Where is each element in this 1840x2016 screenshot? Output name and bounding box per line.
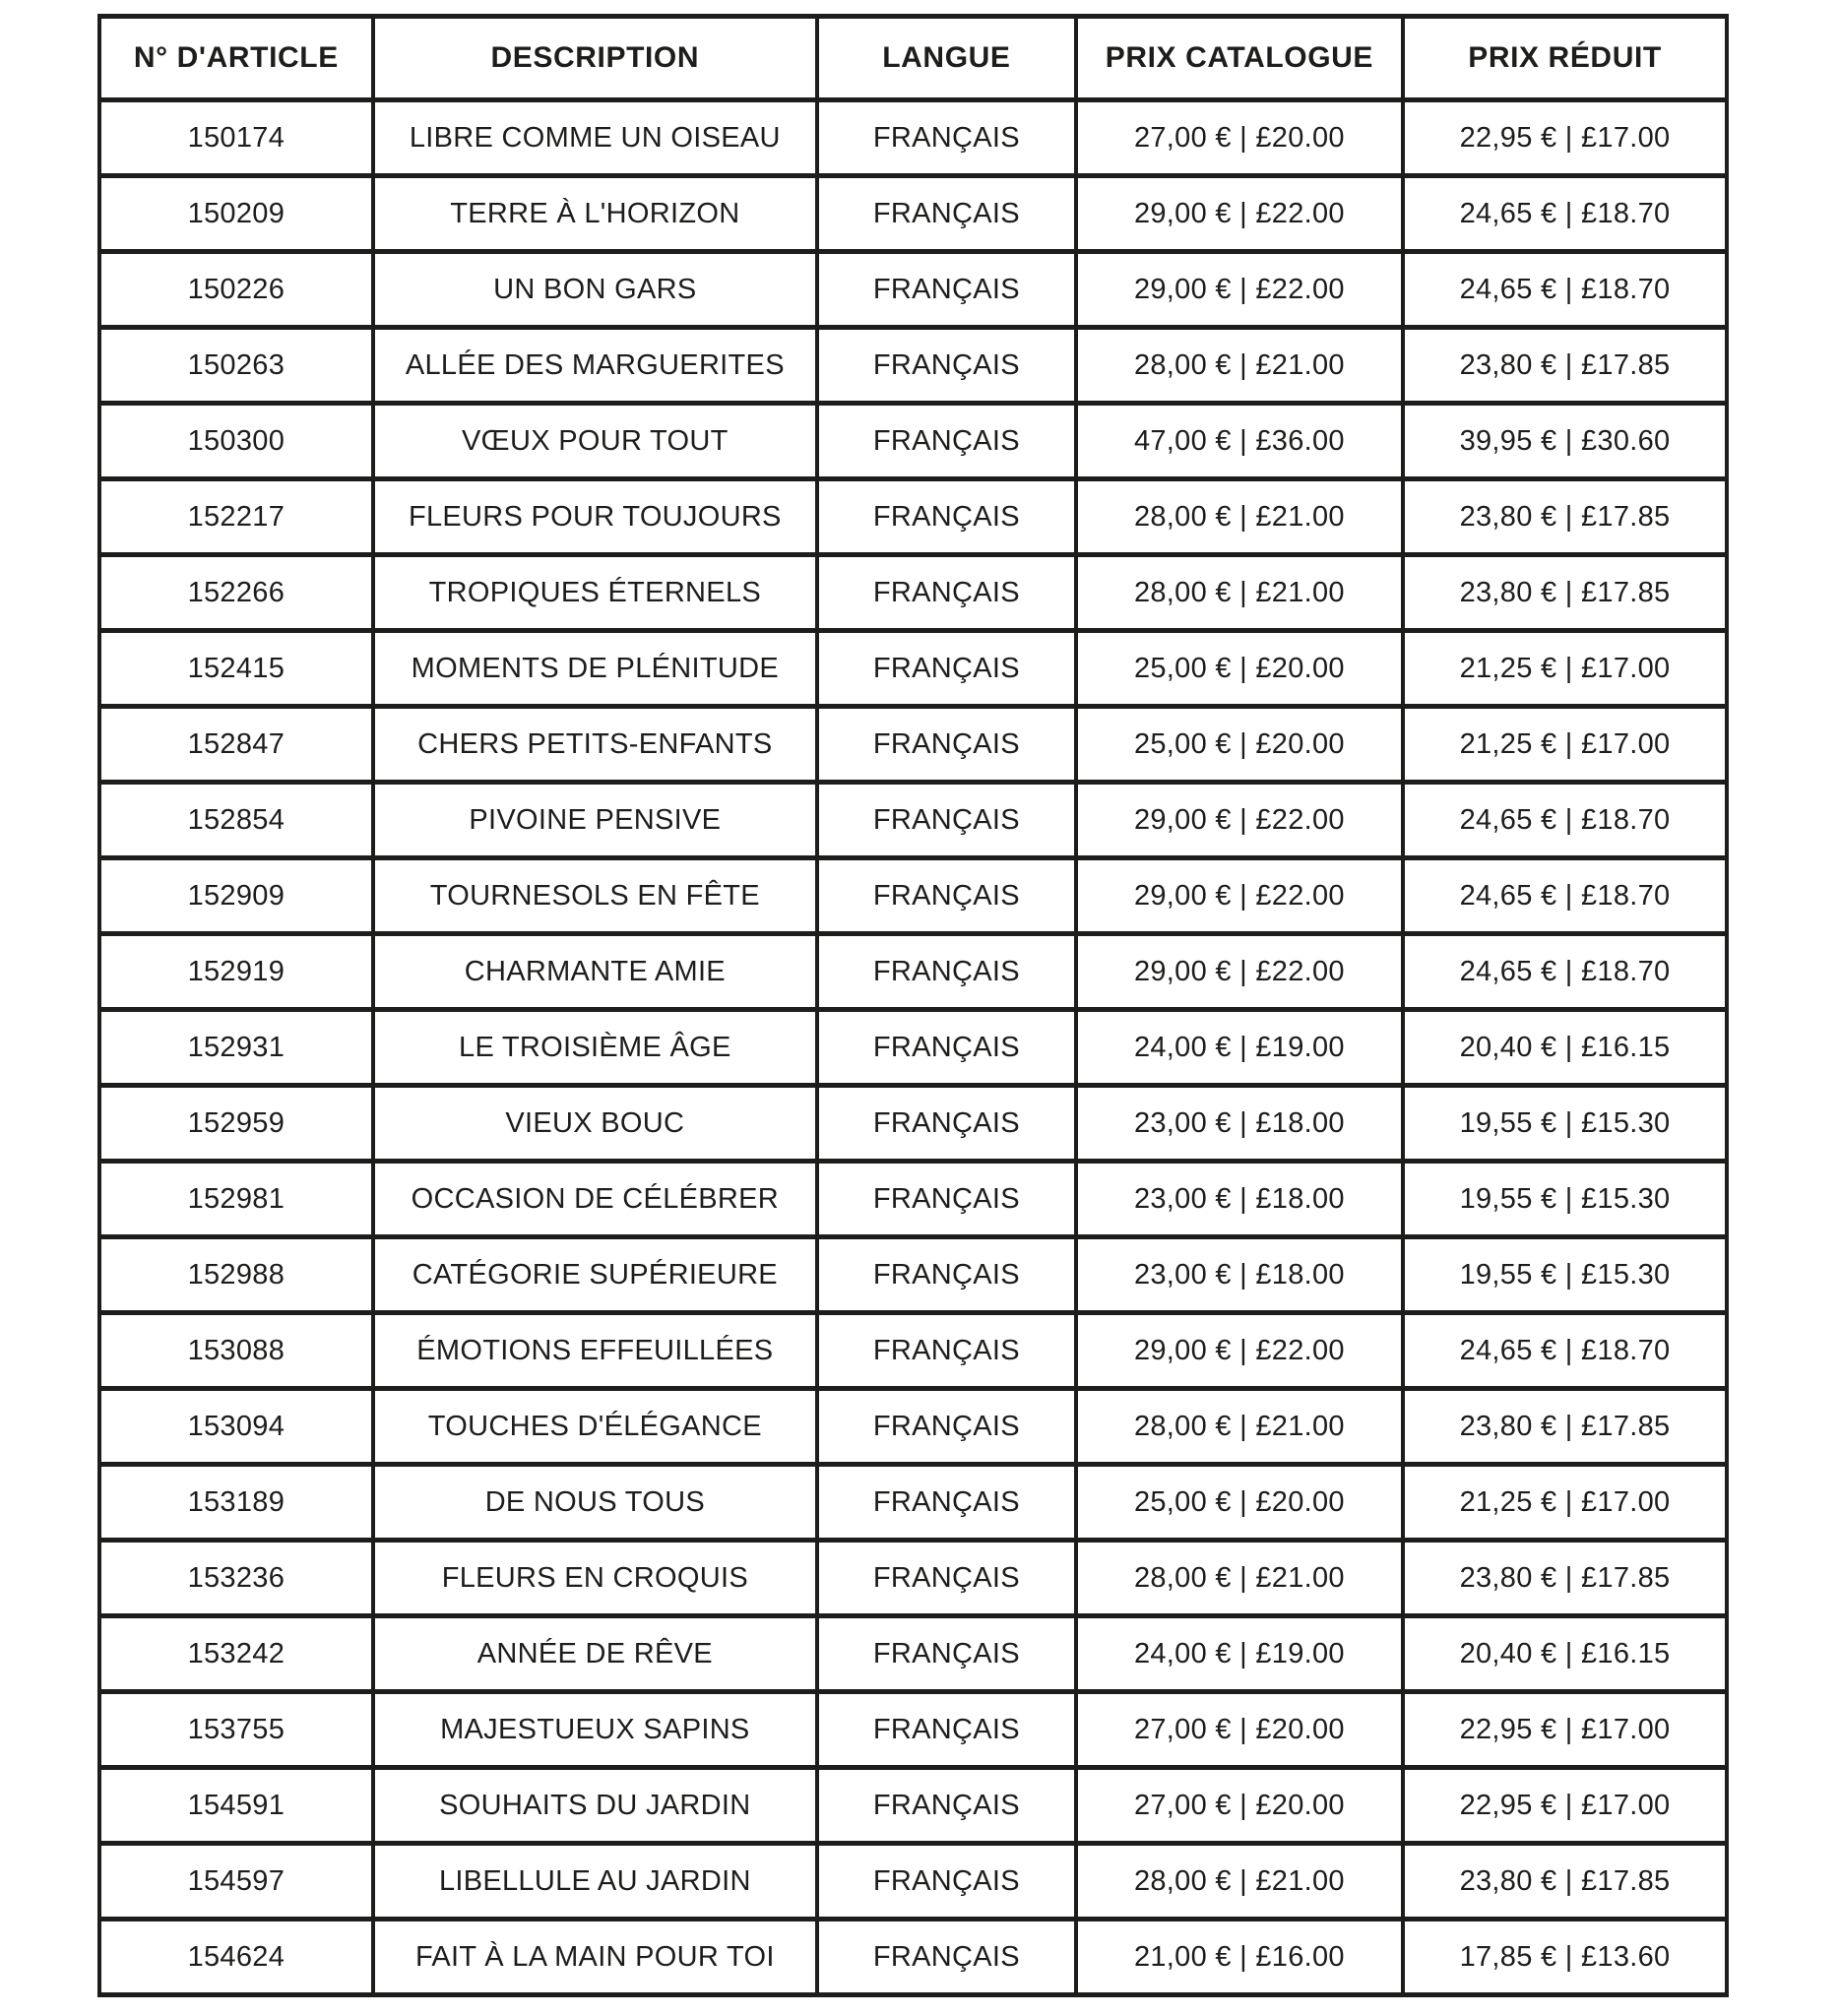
table-row [99,404,1727,479]
language-cell: FRANÇAIS [817,1086,1076,1162]
language-cell: FRANÇAIS [817,1920,1076,1995]
language-cell: FRANÇAIS [817,328,1076,404]
catalog-price-cell: 25,00 € | £20.00 [1076,631,1403,707]
table-row [99,1768,1727,1844]
language-cell: FRANÇAIS [817,858,1076,934]
article-number-cell: 152909 [99,858,373,934]
description-cell: UN BON GARS [373,252,817,328]
article-number-cell: 150263 [99,328,373,404]
catalog-price-cell: 29,00 € | £22.00 [1076,1313,1403,1389]
catalog-price-cell: 47,00 € | £36.00 [1076,404,1403,479]
description-cell: TOURNESOLS EN FÊTE [373,858,817,934]
reduced-price-cell: 24,65 € | £18.70 [1403,783,1727,858]
table-row [99,1162,1727,1237]
description-cell: TOUCHES D'ÉLÉGANCE [373,1389,817,1465]
reduced-price-cell: 23,80 € | £17.85 [1403,555,1727,631]
table-row [99,1920,1727,1995]
language-cell: FRANÇAIS [817,1541,1076,1616]
table-row [99,934,1727,1010]
description-cell: SOUHAITS DU JARDIN [373,1768,817,1844]
catalog-price-cell: 29,00 € | £22.00 [1076,176,1403,252]
table-row [99,1844,1727,1920]
reduced-price-cell: 22,95 € | £17.00 [1403,1768,1727,1844]
catalog-price-cell: 28,00 € | £21.00 [1076,1541,1403,1616]
article-number-cell: 154624 [99,1920,373,1995]
reduced-price-cell: 19,55 € | £15.30 [1403,1237,1727,1313]
article-number-cell: 150174 [99,100,373,176]
col-header-article-number: N° D'ARTICLE [99,17,373,100]
language-cell: FRANÇAIS [817,1692,1076,1768]
language-cell: FRANÇAIS [817,631,1076,707]
description-cell: LIBELLULE AU JARDIN [373,1844,817,1920]
reduced-price-cell: 19,55 € | £15.30 [1403,1162,1727,1237]
language-cell: FRANÇAIS [817,1237,1076,1313]
catalog-price-cell: 24,00 € | £19.00 [1076,1010,1403,1086]
reduced-price-cell: 19,55 € | £15.30 [1403,1086,1727,1162]
description-cell: LIBRE COMME UN OISEAU [373,100,817,176]
article-number-cell: 152988 [99,1237,373,1313]
description-cell: ALLÉE DES MARGUERITES [373,328,817,404]
catalog-price-cell: 27,00 € | £20.00 [1076,100,1403,176]
catalog-price-cell: 25,00 € | £20.00 [1076,1465,1403,1541]
article-number-cell: 153094 [99,1389,373,1465]
catalog-price-cell: 25,00 € | £20.00 [1076,707,1403,783]
article-number-cell: 153755 [99,1692,373,1768]
catalog-price-cell: 29,00 € | £22.00 [1076,858,1403,934]
description-cell: CHERS PETITS-ENFANTS [373,707,817,783]
catalog-price-cell: 23,00 € | £18.00 [1076,1086,1403,1162]
catalog-price-cell: 29,00 € | £22.00 [1076,934,1403,1010]
description-cell: ANNÉE DE RÊVE [373,1616,817,1692]
language-cell: FRANÇAIS [817,479,1076,555]
reduced-price-cell: 17,85 € | £13.60 [1403,1920,1727,1995]
language-cell: FRANÇAIS [817,404,1076,479]
catalog-price-cell: 28,00 € | £21.00 [1076,479,1403,555]
article-number-cell: 153236 [99,1541,373,1616]
reduced-price-cell: 24,65 € | £18.70 [1403,176,1727,252]
language-cell: FRANÇAIS [817,555,1076,631]
reduced-price-cell: 21,25 € | £17.00 [1403,707,1727,783]
language-cell: FRANÇAIS [817,783,1076,858]
col-header-reduced-price: PRIX RÉDUIT [1403,17,1727,100]
description-cell: ÉMOTIONS EFFEUILLÉES [373,1313,817,1389]
catalog-price-cell: 27,00 € | £20.00 [1076,1692,1403,1768]
col-header-catalog-price: PRIX CATALOGUE [1076,17,1403,100]
reduced-price-cell: 23,80 € | £17.85 [1403,1389,1727,1465]
table-row [99,1313,1727,1389]
table-row [99,1389,1727,1465]
description-cell: VŒUX POUR TOUT [373,404,817,479]
reduced-price-cell: 24,65 € | £18.70 [1403,252,1727,328]
table-row [99,631,1727,707]
language-cell: FRANÇAIS [817,1010,1076,1086]
article-number-cell: 152266 [99,555,373,631]
table-row [99,1465,1727,1541]
catalog-price-cell: 23,00 € | £18.00 [1076,1237,1403,1313]
article-number-cell: 152981 [99,1162,373,1237]
article-number-cell: 153242 [99,1616,373,1692]
table-row [99,1692,1727,1768]
reduced-price-cell: 23,80 € | £17.85 [1403,1844,1727,1920]
language-cell: FRANÇAIS [817,1389,1076,1465]
table-row [99,1541,1727,1616]
reduced-price-cell: 22,95 € | £17.00 [1403,1692,1727,1768]
catalog-price-cell: 28,00 € | £21.00 [1076,555,1403,631]
description-cell: MAJESTUEUX SAPINS [373,1692,817,1768]
description-cell: TERRE À L'HORIZON [373,176,817,252]
article-number-cell: 153088 [99,1313,373,1389]
reduced-price-cell: 24,65 € | £18.70 [1403,1313,1727,1389]
language-cell: FRANÇAIS [817,1313,1076,1389]
article-number-cell: 152415 [99,631,373,707]
reduced-price-cell: 22,95 € | £17.00 [1403,100,1727,176]
table-row [99,707,1727,783]
catalog-price-cell: 28,00 € | £21.00 [1076,1389,1403,1465]
description-cell: DE NOUS TOUS [373,1465,817,1541]
reduced-price-cell: 23,80 € | £17.85 [1403,328,1727,404]
table-row [99,176,1727,252]
reduced-price-cell: 20,40 € | £16.15 [1403,1616,1727,1692]
article-number-cell: 152217 [99,479,373,555]
description-cell: LE TROISIÈME ÂGE [373,1010,817,1086]
reduced-price-cell: 20,40 € | £16.15 [1403,1010,1727,1086]
catalog-price-cell: 27,00 € | £20.00 [1076,1768,1403,1844]
catalog-price-cell: 23,00 € | £18.00 [1076,1162,1403,1237]
col-header-language: LANGUE [817,17,1076,100]
catalog-price-cell: 24,00 € | £19.00 [1076,1616,1403,1692]
language-cell: FRANÇAIS [817,252,1076,328]
article-number-cell: 152847 [99,707,373,783]
header-row [99,17,1727,100]
description-cell: MOMENTS DE PLÉNITUDE [373,631,817,707]
table-row [99,783,1727,858]
catalog-price-cell: 21,00 € | £16.00 [1076,1920,1403,1995]
table-row [99,328,1727,404]
description-cell: FLEURS EN CROQUIS [373,1541,817,1616]
catalog-price-cell: 28,00 € | £21.00 [1076,1844,1403,1920]
table-row [99,1616,1727,1692]
reduced-price-cell: 24,65 € | £18.70 [1403,934,1727,1010]
language-cell: FRANÇAIS [817,100,1076,176]
description-cell: FLEURS POUR TOUJOURS [373,479,817,555]
description-cell: CHARMANTE AMIE [373,934,817,1010]
article-number-cell: 153189 [99,1465,373,1541]
language-cell: FRANÇAIS [817,707,1076,783]
language-cell: FRANÇAIS [817,934,1076,1010]
table-row [99,1010,1727,1086]
article-number-cell: 152919 [99,934,373,1010]
reduced-price-cell: 39,95 € | £30.60 [1403,404,1727,479]
description-cell: TROPIQUES ÉTERNELS [373,555,817,631]
article-number-cell: 152959 [99,1086,373,1162]
catalog-price-cell: 28,00 € | £21.00 [1076,328,1403,404]
language-cell: FRANÇAIS [817,1768,1076,1844]
table-row [99,479,1727,555]
language-cell: FRANÇAIS [817,1162,1076,1237]
description-cell: CATÉGORIE SUPÉRIEURE [373,1237,817,1313]
description-cell: OCCASION DE CÉLÉBRER [373,1162,817,1237]
language-cell: FRANÇAIS [817,1465,1076,1541]
table-row [99,1237,1727,1313]
reduced-price-cell: 23,80 € | £17.85 [1403,479,1727,555]
language-cell: FRANÇAIS [817,176,1076,252]
article-number-cell: 150300 [99,404,373,479]
language-cell: FRANÇAIS [817,1844,1076,1920]
table-body [99,100,1727,1995]
description-cell: PIVOINE PENSIVE [373,783,817,858]
table-row [99,252,1727,328]
article-number-cell: 150209 [99,176,373,252]
reduced-price-cell: 23,80 € | £17.85 [1403,1541,1727,1616]
reduced-price-cell: 21,25 € | £17.00 [1403,631,1727,707]
catalog-price-cell: 29,00 € | £22.00 [1076,783,1403,858]
description-cell: FAIT À LA MAIN POUR TOI [373,1920,817,1995]
article-number-cell: 154597 [99,1844,373,1920]
price-table [97,14,1729,1997]
table-row [99,858,1727,934]
reduced-price-cell: 21,25 € | £17.00 [1403,1465,1727,1541]
language-cell: FRANÇAIS [817,1616,1076,1692]
table-row [99,555,1727,631]
catalog-price-cell: 29,00 € | £22.00 [1076,252,1403,328]
article-number-cell: 154591 [99,1768,373,1844]
article-number-cell: 150226 [99,252,373,328]
table-row [99,100,1727,176]
reduced-price-cell: 24,65 € | £18.70 [1403,858,1727,934]
article-number-cell: 152931 [99,1010,373,1086]
description-cell: VIEUX BOUC [373,1086,817,1162]
article-number-cell: 152854 [99,783,373,858]
col-header-description: DESCRIPTION [373,17,817,100]
table-row [99,1086,1727,1162]
